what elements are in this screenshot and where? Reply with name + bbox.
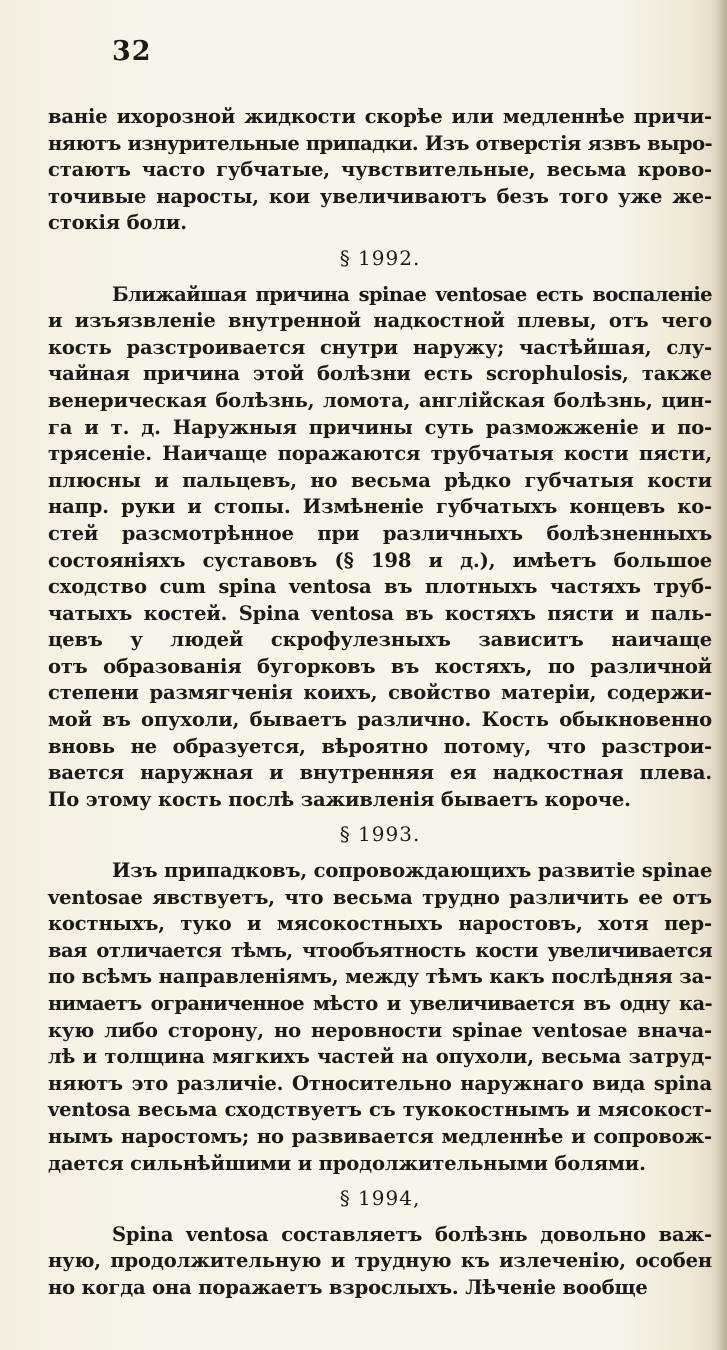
text-line: и изъязвленіе внутренной надкостной плевы, отъ чего bbox=[48, 309, 712, 333]
text-line: вая отличается тѣмъ, чтообъятность кости увеличивается bbox=[48, 938, 712, 962]
page-edge-shadow bbox=[715, 0, 727, 1350]
text-line: состояніяхъ суставовъ (§ 198 и д.), имѣетъ большое bbox=[48, 548, 712, 572]
paragraph bbox=[48, 858, 712, 1177]
text-line: по всѣмъ направленіямъ, между тѣмъ какъ послѣдняя за- bbox=[48, 965, 712, 989]
text-line: цевъ у людей скрофулезныхъ зависитъ наичаще bbox=[48, 628, 712, 652]
text-line: плюсны и пальцевъ, но весьма рѣдко губчатыя кости bbox=[48, 468, 712, 492]
text-line: Ближайшая причина spinae ventosae есть воспаленіе bbox=[112, 282, 712, 306]
text-line: га и т. д. Наружныя причины суть разможженіе и по- bbox=[48, 415, 712, 439]
section-heading: § 1994, bbox=[339, 1186, 421, 1211]
text-line: чатыхъ костей. Spina ventosa въ костяхъ пясти и паль- bbox=[48, 601, 712, 625]
text-line: степени размягченія коихъ, свойство матеріи, содержи- bbox=[48, 681, 712, 705]
text-line: лѣ и толщина мягкихъ частей на опухоли, весьма затруд- bbox=[48, 1045, 712, 1069]
text-line: мой въ опухоли, бываетъ различно. Кость обыкновенно bbox=[48, 708, 712, 732]
text-line: нимаетъ ограниченное мѣсто и увеличивается въ одну ка- bbox=[48, 992, 712, 1015]
text-line: ную, продолжительную и трудную къ излеченію, особен bbox=[48, 1249, 712, 1273]
text-line: отъ образованія бугорковъ въ костяхъ, по различной bbox=[48, 654, 712, 678]
page-number: 32 bbox=[112, 36, 152, 67]
text-line: напр. руки и стопы. Измѣненіе губчатыхъ концевъ ко- bbox=[48, 495, 712, 519]
text-line: стей разсмотрѣнное при различныхъ болѣзненныхъ bbox=[48, 521, 712, 545]
text-line: кую либо сторону, но неровности spinae ventosae вначa- bbox=[48, 1018, 712, 1042]
text-line: Spina ventosa составляетъ болѣзнь довольно важ- bbox=[112, 1222, 712, 1246]
text-line: няютъ изнурительные припадки. Изъ отверстія язвъ выро- bbox=[48, 131, 712, 155]
text-line: няютъ это различіе. Относительно наружнаго вида spina bbox=[48, 1071, 712, 1095]
text-line: точивые наросты, кои увеличиваютъ безъ того уже же- bbox=[48, 184, 712, 208]
section-heading: § 1993. bbox=[339, 822, 421, 847]
paragraph bbox=[48, 282, 712, 814]
text-line: но когда она поражаетъ взрослыхъ. Лѣченіе вообще bbox=[48, 1275, 648, 1299]
text-line: дается сильнѣйшими и продолжительными болями. bbox=[48, 1151, 646, 1175]
section-heading: § 1992. bbox=[339, 245, 421, 270]
text-line: ventosae явствуетъ, что весьма трудно различить ее отъ bbox=[48, 885, 712, 909]
paragraph bbox=[48, 1222, 712, 1302]
text-line: По этому кость послѣ заживленія бываетъ короче. bbox=[48, 787, 631, 811]
text-line: венерическая болѣзнь, ломота, англійская болѣзнь, цин- bbox=[48, 388, 712, 412]
paragraph bbox=[48, 104, 712, 237]
text-line: ventosa весьма сходствуетъ съ тукокостнымъ и мясокост- bbox=[48, 1098, 712, 1122]
body-text bbox=[48, 104, 712, 1302]
text-line: ваніе ихорозной жидкости скорѣе или медленнѣе причи- bbox=[48, 105, 712, 128]
text-line: кость разстроивается снутри наружу; частѣйшая, слу- bbox=[48, 335, 712, 359]
text-line: стаютъ часто губчатые, чувствительные, весьма крово- bbox=[48, 158, 712, 182]
text-line: стокія боли. bbox=[48, 211, 187, 235]
text-line: трясеніе. Наичаще поражаются трубчатыя кости пясти, bbox=[48, 442, 712, 466]
text-line: вновь не образуется, вѣроятно потому, что разстрои- bbox=[48, 734, 712, 758]
text-line: чайная причина этой болѣзни есть scrophulosis, также bbox=[48, 362, 712, 386]
text-line: нымъ наростомъ; но развивается медленнѣе и сопровож- bbox=[48, 1124, 712, 1148]
text-line: сходство cum spina ventosa въ плотныхъ частяхъ труб- bbox=[48, 575, 712, 599]
text-line: вается наружная и внутренняя ея надкостная плева. bbox=[48, 761, 712, 785]
text-line: костныхъ, туко и мясокостныхъ наростовъ, хотя пер- bbox=[48, 912, 712, 936]
text-line: Изъ припадковъ, сопровождающихъ развитіе spinae bbox=[112, 859, 713, 883]
